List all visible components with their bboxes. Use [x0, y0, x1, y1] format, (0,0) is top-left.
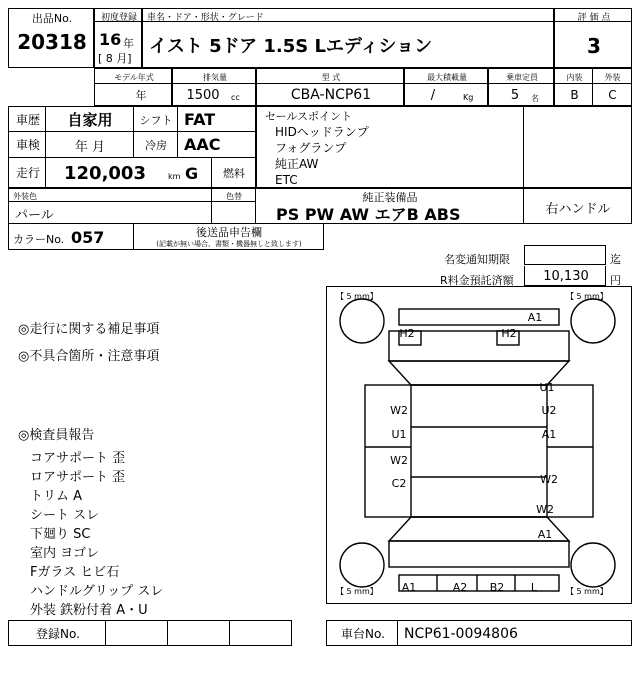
displacement-value: 1500	[186, 87, 220, 103]
shipping-cell	[134, 224, 324, 250]
row-value-shareki	[46, 106, 134, 132]
nenryo-label: 燃料	[223, 166, 245, 180]
nenryo-value: G	[185, 164, 199, 183]
repaint-label-cell	[212, 188, 256, 202]
chassis-value-cell	[398, 620, 632, 646]
diagram-mark: W2	[390, 454, 408, 467]
handle-cell	[524, 188, 632, 224]
shift-value: FAT	[184, 110, 216, 129]
interior-grade-cell	[554, 84, 593, 106]
displacement-unit: cc	[231, 93, 240, 102]
sales-point-item-1: フォグランプ	[275, 141, 347, 155]
interior-label: 内装	[566, 72, 583, 82]
shipping-title: 後送品申告欄	[196, 225, 262, 239]
shaken-label: 車検	[15, 137, 40, 152]
equipment-label: 純正装備品	[362, 190, 418, 204]
diagram-mark: W2	[540, 473, 558, 486]
run-notes-title: ◎走行に関する補足事項	[18, 322, 160, 337]
shipping-note: (記載が無い場合、書類・機器無しと致します)	[156, 239, 302, 248]
repaint-value-cell	[212, 202, 256, 224]
reibo-label: 冷房	[145, 138, 167, 152]
soko-unit: km	[168, 172, 181, 181]
exterior-color-value-cell	[8, 202, 212, 224]
diagram-mark: C2	[391, 477, 407, 490]
diagram-mark: U2	[541, 404, 557, 417]
inspector-item-0: コアサポート 歪	[30, 451, 126, 466]
register-no-box-3	[230, 620, 292, 646]
name-change-value	[525, 249, 607, 263]
first-reg-label: 初度登録	[100, 12, 137, 23]
diagram-mark: H2	[399, 327, 415, 340]
inspector-item-5: 室内 ヨゴレ	[30, 546, 100, 561]
sales-points-cell	[256, 106, 524, 188]
displacement-label: 排気量	[203, 72, 227, 82]
row-label-soko	[8, 158, 46, 188]
inspector-item-4: 下廻り SC	[30, 527, 91, 542]
shareki-label: 車歴	[15, 112, 40, 127]
displacement-value-cell	[172, 84, 256, 106]
color-no-cell	[8, 224, 134, 250]
r-fee-value: 10,130	[543, 269, 589, 284]
row-label-nenryo	[212, 158, 256, 188]
model-year-label: モデル年式	[114, 72, 154, 82]
inspector-item-7: ハンドルグリップ スレ	[30, 584, 164, 599]
row-label-reibo	[134, 132, 178, 158]
sales-points-title: セールスポイント	[265, 110, 353, 123]
inspector-item-1: ロアサポート 歪	[30, 470, 126, 485]
displacement-label-cell	[172, 68, 256, 84]
chassis-label-cell	[326, 620, 398, 646]
max-load-label-cell	[404, 68, 488, 84]
soko-value: 120,003	[64, 163, 146, 184]
sales-point-item-0: HIDヘッドランプ	[275, 125, 369, 139]
exterior-color-value: パール	[15, 207, 54, 223]
capacity-value: 5	[510, 87, 520, 103]
color-no-label: カラーNo.	[13, 233, 65, 246]
diagram-mark: U1	[539, 381, 555, 394]
model-year-label-cell	[94, 68, 172, 84]
rating-value-cell	[554, 22, 632, 68]
vehicle-diagram-svg	[327, 287, 631, 603]
sales-points-right-blank	[524, 106, 632, 188]
inspector-item-3: シート スレ	[30, 508, 100, 523]
type-value: CBA-NCP61	[290, 87, 372, 103]
sales-point-item-3: ETC	[275, 172, 298, 187]
max-load-value-cell	[404, 84, 488, 106]
diagram-mark: A1	[401, 581, 417, 594]
diagram-mark: A2	[452, 581, 468, 594]
row-label-shift	[134, 106, 178, 132]
diagram-mark: U1	[391, 428, 407, 441]
reibo-value: AAC	[184, 135, 221, 154]
r-fee-unit: 円	[610, 274, 621, 287]
type-value-cell	[256, 84, 404, 106]
capacity-value-cell	[488, 84, 554, 106]
inspector-item-6: Fガラス ヒビ石	[30, 565, 120, 580]
first-reg-year: 16	[99, 30, 122, 49]
interior-label-cell	[554, 68, 593, 84]
register-no-box-1	[106, 620, 168, 646]
shaken-value: 年 月	[74, 139, 106, 155]
exterior-grade-cell	[593, 84, 632, 106]
first-reg-year-unit: 年	[123, 37, 134, 50]
capacity-unit: 名	[531, 94, 539, 103]
sales-point-item-2: 純正AW	[275, 157, 319, 171]
exterior-label-cell	[593, 68, 632, 84]
shift-label: シフト	[139, 113, 173, 127]
exterior-color-label: 外装色	[13, 191, 37, 201]
first-reg-month: [ 8 月]	[98, 52, 132, 65]
type-label-cell	[256, 68, 404, 84]
vehicle-label-cell	[142, 8, 554, 22]
diagram-mark: L	[530, 581, 538, 594]
capacity-label-cell	[488, 68, 554, 84]
equipment-cell	[256, 188, 524, 224]
register-no-box-2	[168, 620, 230, 646]
diagram-mark: H2	[501, 327, 517, 340]
name-change-value-box	[524, 245, 606, 265]
register-no-label-cell	[8, 620, 106, 646]
model-year-unit: 年	[135, 89, 147, 102]
diagram-corner-bottom-right: 【 5 mm】	[566, 587, 608, 596]
equipment-value: PS PW AW エアB ABS	[276, 205, 461, 224]
max-load-unit: Kg	[463, 93, 474, 102]
exterior-color-label-cell	[8, 188, 212, 202]
soko-label: 走行	[15, 165, 40, 180]
shareki-value: 自家用	[67, 110, 113, 129]
first-reg-label-cell	[94, 8, 142, 22]
inspector-item-8: 外装 鉄粉付着 A・U	[30, 603, 148, 618]
shuppin-no-cell	[8, 8, 94, 68]
rating-label-cell	[554, 8, 632, 22]
name-change-label: 名変通知期限	[444, 253, 510, 266]
diagram-mark: W2	[390, 404, 408, 417]
rating-value: 3	[587, 34, 601, 58]
row-label-shareki	[8, 106, 46, 132]
chassis-no: NCP61-0094806	[404, 625, 518, 642]
max-load-value: /	[430, 87, 436, 103]
exterior-label: 外装	[604, 72, 621, 82]
handle-value: 右ハンドル	[545, 201, 611, 217]
vehicle-name: イスト 5ドア 1.5S Lエディション	[149, 36, 433, 57]
r-fee-label: R料金預託済額	[440, 274, 514, 287]
max-load-label: 最大積載量	[427, 72, 467, 82]
row-value-shift	[178, 106, 256, 132]
diagram-mark: B2	[489, 581, 505, 594]
inspector-notes-title: ◎検査員報告	[18, 428, 95, 443]
diagram-mark: A1	[541, 428, 557, 441]
diagram-corner-bottom-left: 【 5 mm】	[336, 587, 378, 596]
row-value-shaken	[46, 132, 134, 158]
row-label-shaken	[8, 132, 46, 158]
color-no-value: 057	[71, 228, 105, 247]
shuppin-no-value: 20318	[17, 30, 87, 54]
diagram-mark: W2	[536, 503, 554, 516]
register-no-label: 登録No.	[36, 627, 80, 641]
repaint-label: 色替	[226, 191, 242, 201]
inspector-item-2: トリム A	[30, 489, 83, 504]
shuppin-no-label: 出品No.	[31, 12, 73, 25]
vehicle-diagram	[326, 286, 632, 604]
rating-label: 評 価 点	[577, 12, 611, 23]
chassis-label: 車台No.	[341, 627, 385, 641]
row-value-reibo	[178, 132, 256, 158]
vehicle-name-cell	[142, 22, 554, 68]
vehicle-label: 車名・ドア・形状・グレード	[147, 12, 264, 23]
diagram-corner-top-left: 【 5 mm】	[336, 292, 378, 301]
repaint-value	[212, 206, 256, 220]
r-fee-value-box	[524, 266, 606, 286]
diagram-mark: A1	[527, 311, 543, 324]
diagram-corner-top-right: 【 5 mm】	[566, 292, 608, 301]
interior-grade: B	[570, 88, 579, 102]
name-change-suffix: 迄	[610, 253, 621, 266]
diagram-mark: A1	[537, 528, 553, 541]
model-year-value-cell	[94, 84, 172, 106]
fault-notes-title: ◎不具合箇所・注意事項	[18, 349, 160, 364]
exterior-grade: C	[608, 88, 617, 102]
type-label: 型 式	[321, 72, 341, 82]
capacity-label: 乗車定員	[506, 72, 538, 82]
